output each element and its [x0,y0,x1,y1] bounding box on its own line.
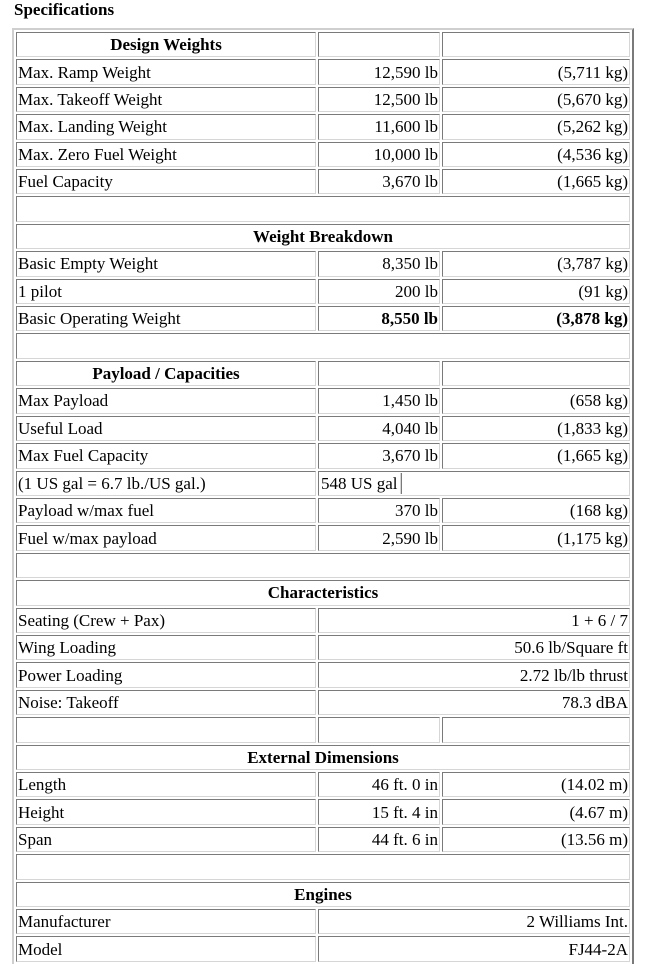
row-value-kg: (1,175 kg) [442,525,630,550]
row-label: Length [16,772,316,797]
table-row [16,498,630,523]
row-label: Power Loading [16,662,316,687]
row-label: Noise: Takeoff [16,690,316,715]
row-value-lb: 12,590 lb [318,59,440,84]
row-value-imperial: 46 ft. 0 in [318,772,440,797]
row-value-metric: (13.56 m) [442,827,630,852]
external-dimensions-header: External Dimensions [16,745,630,770]
table-row [16,87,630,112]
row-label: Payload w/max fuel [16,498,316,523]
row-label: Useful Load [16,416,316,441]
row-value-kg: (5,262 kg) [442,114,630,139]
section-header-row [16,32,630,57]
table-row [16,251,630,276]
row-value-lb: 11,600 lb [318,114,440,139]
row-label: Max Payload [16,388,316,413]
row-label: Manufacturer [16,909,316,934]
empty-cell [16,553,630,578]
row-label: Fuel Capacity [16,169,316,194]
table-row [16,114,630,139]
section-header-row [16,882,630,907]
row-value-kg: (1,833 kg) [442,416,630,441]
row-value-lb: 3,670 lb [318,169,440,194]
table-row [16,388,630,413]
table-row [16,827,630,852]
row-label: Wing Loading [16,635,316,660]
row-value-lb: 370 lb [318,498,440,523]
row-value: 1 + 6 / 7 [318,608,630,633]
row-value-kg: (1,665 kg) [442,169,630,194]
row-value-lb: 200 lb [318,279,440,304]
table-row [16,306,630,331]
payload-header: Payload / Capacities [16,361,316,386]
empty-cell [318,32,440,57]
table-row [16,471,630,496]
section-header-row [16,361,630,386]
row-value: 50.6 lb/Square ft [318,635,630,660]
row-label: Basic Empty Weight [16,251,316,276]
specifications-table [12,28,634,964]
spacer-row [16,553,630,578]
gallon-cell [318,471,630,496]
row-value-imperial: 15 ft. 4 in [318,799,440,824]
section-header-row [16,745,630,770]
spacer-row [16,333,630,358]
row-value-metric: (4.67 m) [442,799,630,824]
engines-header: Engines [16,882,630,907]
empty-cell [401,473,630,494]
table-row [16,909,630,934]
empty-cell [442,361,630,386]
row-value: 2 Williams Int. [318,909,630,934]
table-row [16,443,630,468]
table-row [16,525,630,550]
row-value-lb: 1,450 lb [318,388,440,413]
empty-cell [442,717,630,742]
empty-cell [16,196,630,221]
empty-cell [16,333,630,358]
table-row [16,169,630,194]
row-label: Seating (Crew + Pax) [16,608,316,633]
row-value: FJ44-2A [318,936,630,962]
row-value-kg: (5,711 kg) [442,59,630,84]
gallon-cell-inner [319,473,629,494]
row-value-lb: 3,670 lb [318,443,440,468]
table-row [16,416,630,441]
table-row [16,608,630,633]
design-weights-header: Design Weights [16,32,316,57]
row-value-lb: 2,590 lb [318,525,440,550]
row-value-kg: (4,536 kg) [442,142,630,167]
empty-cell [442,32,630,57]
row-label: Basic Operating Weight [16,306,316,331]
row-value: 78.3 dBA [318,690,630,715]
table-row [16,936,630,962]
row-label: Max. Zero Fuel Weight [16,142,316,167]
row-value-lb: 12,500 lb [318,87,440,112]
table-row [16,59,630,84]
table-row [16,279,630,304]
row-value-kg: (1,665 kg) [442,443,630,468]
table-row [16,690,630,715]
row-value-lb: 4,040 lb [318,416,440,441]
row-value-lb: 8,350 lb [318,251,440,276]
row-value-lb: 8,550 lb [318,306,440,331]
characteristics-header: Characteristics [16,580,630,605]
row-value: 2.72 lb/lb thrust [318,662,630,687]
empty-cell [16,717,316,742]
row-label: Fuel w/max payload [16,525,316,550]
spacer-row [16,196,630,221]
table-row [16,799,630,824]
gallon-value: 548 US gal [319,473,401,494]
spacer-row [16,717,630,742]
row-value-lb: 10,000 lb [318,142,440,167]
row-value-kg: (5,670 kg) [442,87,630,112]
row-value-kg: (91 kg) [442,279,630,304]
row-label: Max. Ramp Weight [16,59,316,84]
row-value-kg: (168 kg) [442,498,630,523]
row-label: (1 US gal = 6.7 lb./US gal.) [16,471,316,496]
row-label: Max Fuel Capacity [16,443,316,468]
row-label: Max. Takeoff Weight [16,87,316,112]
row-value-metric: (14.02 m) [442,772,630,797]
table-row [16,662,630,687]
table-row [16,635,630,660]
section-header-row [16,224,630,249]
table-row [16,772,630,797]
row-label: 1 pilot [16,279,316,304]
section-header-row [16,580,630,605]
empty-cell [16,854,630,879]
row-value-kg: (3,787 kg) [442,251,630,276]
row-label: Model [16,936,316,962]
empty-cell [318,361,440,386]
weight-breakdown-header: Weight Breakdown [16,224,630,249]
table-row [16,142,630,167]
row-label: Max. Landing Weight [16,114,316,139]
row-label: Span [16,827,316,852]
row-value-kg: (658 kg) [442,388,630,413]
row-value-kg: (3,878 kg) [442,306,630,331]
empty-cell [318,717,440,742]
row-label: Height [16,799,316,824]
page-title: Specifications [14,0,115,19]
spacer-row [16,854,630,879]
row-value-imperial: 44 ft. 6 in [318,827,440,852]
